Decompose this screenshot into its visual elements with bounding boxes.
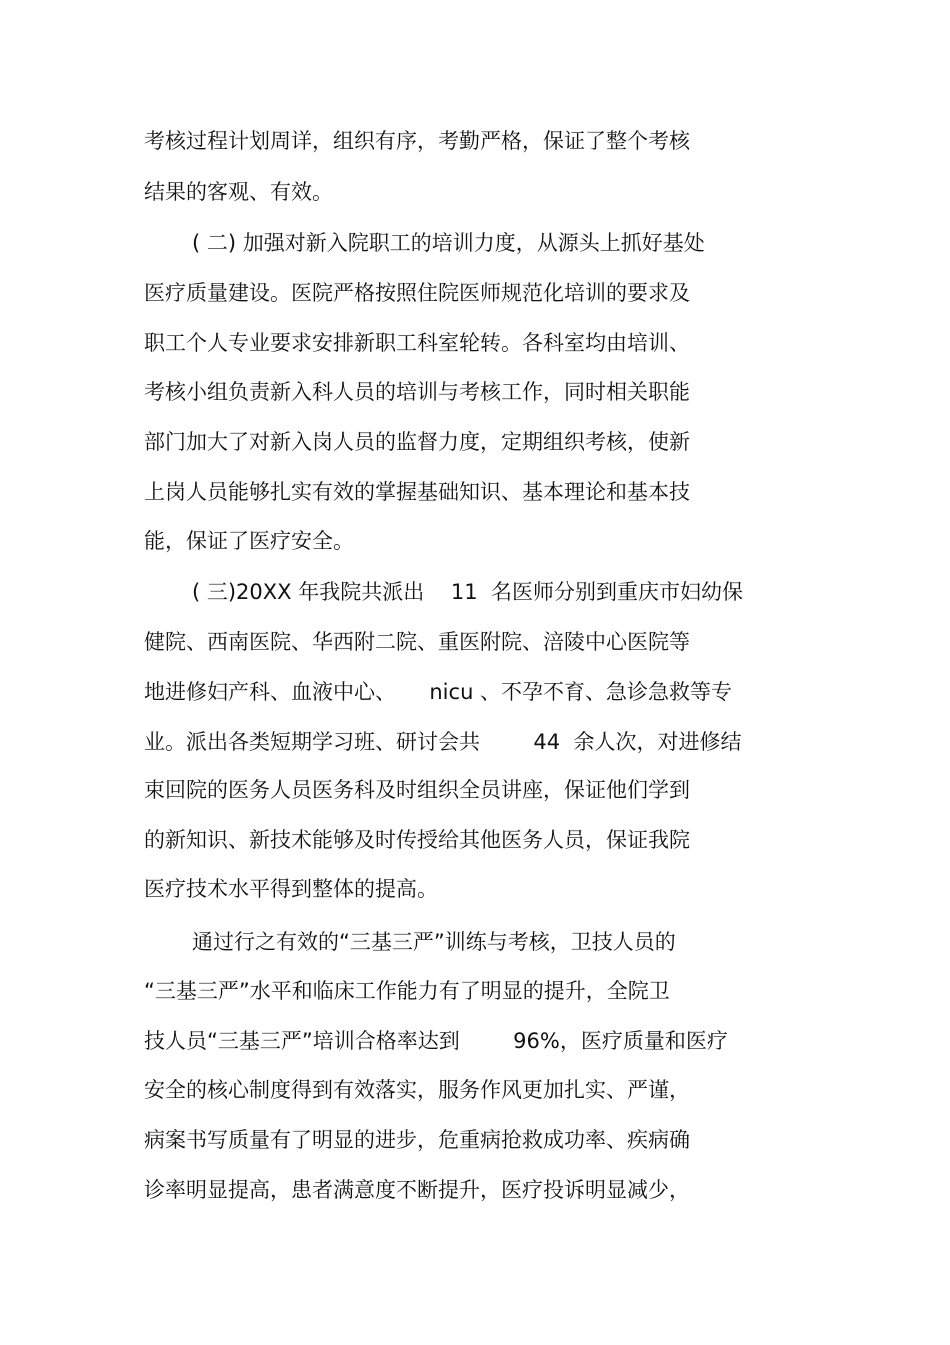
- text-line: 上岗人员能够扎实有效的掌握基础知识、基本理论和基本技: [144, 480, 690, 504]
- text-line: 束回院的医务人员医务科及时组织全员讲座，保证他们学到: [144, 778, 690, 802]
- text-line: 安全的核心制度得到有效落实，服务作风更加扎实、严谨，: [144, 1078, 690, 1102]
- text-line: 部门加大了对新入岗人员的监督力度，定期组织考核，使新: [144, 430, 690, 454]
- text-line: 考核小组负责新入科人员的培训与考核工作，同时相关职能: [144, 380, 690, 404]
- text-line: 健院、西南医院、华西附二院、重医附院、涪陵中心医院等: [144, 630, 690, 654]
- paragraph-start-line: ( 二) 加强对新入院职工的培训力度，从源头上抓好基处: [192, 231, 705, 255]
- text-line: “三基三严”水平和临床工作能力有了明显的提升，全院卫: [144, 979, 670, 1003]
- text-line: 医疗技术水平得到整体的提高。: [144, 877, 438, 901]
- text-line: 技人员“三基三严”培训合格率达到 96%，医疗质量和医疗: [144, 1029, 728, 1053]
- text-line: 能，保证了医疗安全。: [144, 529, 354, 553]
- paragraph-start-line: 通过行之有效的“三基三严”训练与考核，卫技人员的: [192, 930, 676, 954]
- text-line: 职工个人专业要求安排新职工科室轮转。各科室均由培训、: [144, 331, 690, 355]
- text-line: 地进修妇产科、血液中心、 nicu 、不孕不育、急诊急救等专: [144, 680, 733, 704]
- text-line: 医疗质量建设。医院严格按照住院医师规范化培训的要求及: [144, 281, 690, 305]
- text-line: 业。派出各类短期学习班、研讨会共 44 余人次，对进修结: [144, 730, 742, 754]
- text-line: 考核过程计划周详，组织有序，考勤严格，保证了整个考核: [144, 129, 690, 153]
- text-line: 病案书写质量有了明显的进步，危重病抢救成功率、疾病确: [144, 1128, 690, 1152]
- text-line: 诊率明显提高，患者满意度不断提升，医疗投诉明显减少，: [144, 1178, 690, 1202]
- text-line: 的新知识、新技术能够及时传授给其他医务人员，保证我院: [144, 828, 690, 852]
- paragraph-start-line: ( 三)20XX 年我院共派出 11 名医师分别到重庆市妇幼保: [192, 580, 744, 604]
- text-line: 结果的客观、有效。: [144, 180, 333, 204]
